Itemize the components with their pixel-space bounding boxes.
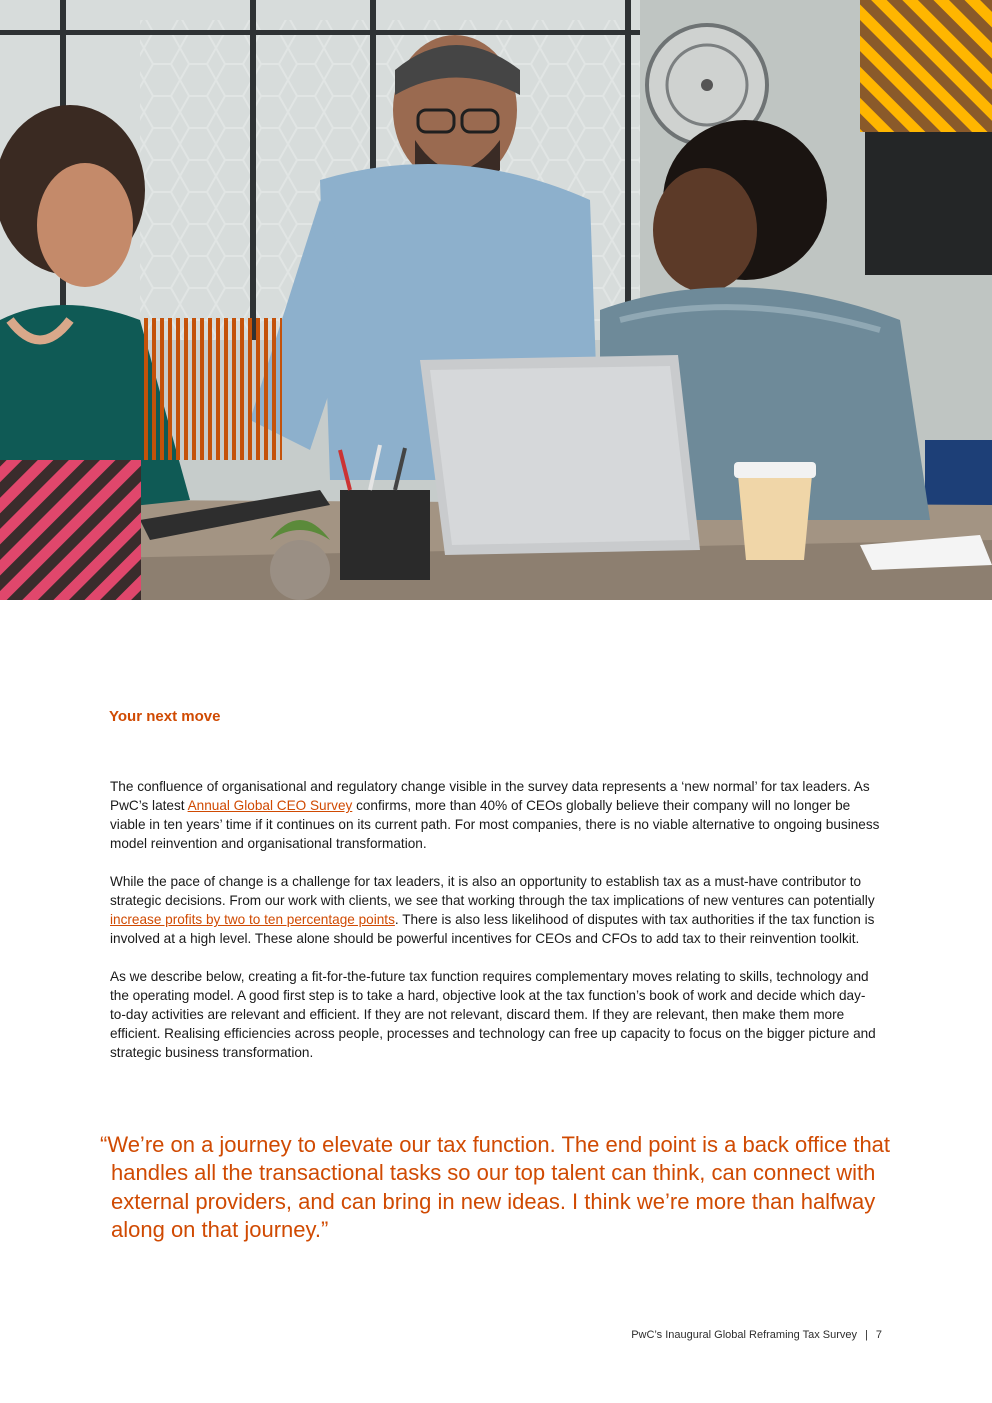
body-text: [110, 777, 880, 1081]
rust-stripe-decoration: [140, 318, 282, 460]
pull-quote: “We’re on a journey to elevate our tax function. The end point is a back office that handles all the transactional tasks so our top talent can think, can connect with external providers, and can bring in new ideas. I think we’re more than halfway along on that journey.”: [100, 1132, 891, 1243]
hero-photo: [0, 0, 992, 600]
profits-link[interactable]: increase profits by two to ten percentage points: [110, 912, 395, 927]
paragraph-1: [110, 777, 880, 853]
footer-title: PwC’s Inaugural Global Reframing Tax Survey: [631, 1329, 858, 1341]
paragraph-2-text-a: While the pace of change is a challenge for tax leaders, it is also an opportunity to establish tax as a must-have contributor to strategic decisions. From our work with clients, we see that working through the tax implications of new ventures can potentially: [110, 874, 875, 908]
yellow-stripe-decoration: [860, 0, 992, 132]
ceo-survey-link[interactable]: Annual Global CEO Survey: [187, 798, 353, 813]
office-meeting-illustration: [0, 0, 992, 600]
paragraph-2: [110, 872, 880, 948]
section-heading: Your next move: [109, 708, 221, 725]
paragraph-1-text-b: confirms, more than 40% of CEOs globally believe their company will no longer be viable in ten years’ time if it continues on its current path. For most companies, there is no viable alternative to ongoing business model reinvention and organisational transformation.: [110, 798, 880, 851]
page-footer: [631, 1329, 882, 1341]
paragraph-1-text-a: The confluence of organisational and regulatory change visible in the survey data represents a ‘new normal’ for tax leaders. As PwC’s latest: [110, 779, 870, 813]
paragraph-2-text-b: . There is also less likelihood of disputes with tax authorities if the tax function is involved at a high level. These alone should be powerful incentives for CEOs and CFOs to add tax to their reinvention toolkit.: [110, 912, 875, 946]
paragraph-3: As we describe below, creating a fit-for-the-future tax function requires complementary moves relating to skills, technology and the operating model. A good first step is to take a hard, objective look at the tax function’s book of work and decide which day-to-day activities are relevant and efficient. If they are not relevant, discard them. If they are relevant, then make them more efficient. Realising efficiencies across people, processes and technology can free up capacity to focus on the bigger picture and strategic business transformation.: [110, 969, 876, 1060]
footer-separator: |: [865, 1329, 868, 1341]
page-number: 7: [875, 1329, 882, 1341]
pink-stripe-decoration: [0, 460, 141, 600]
